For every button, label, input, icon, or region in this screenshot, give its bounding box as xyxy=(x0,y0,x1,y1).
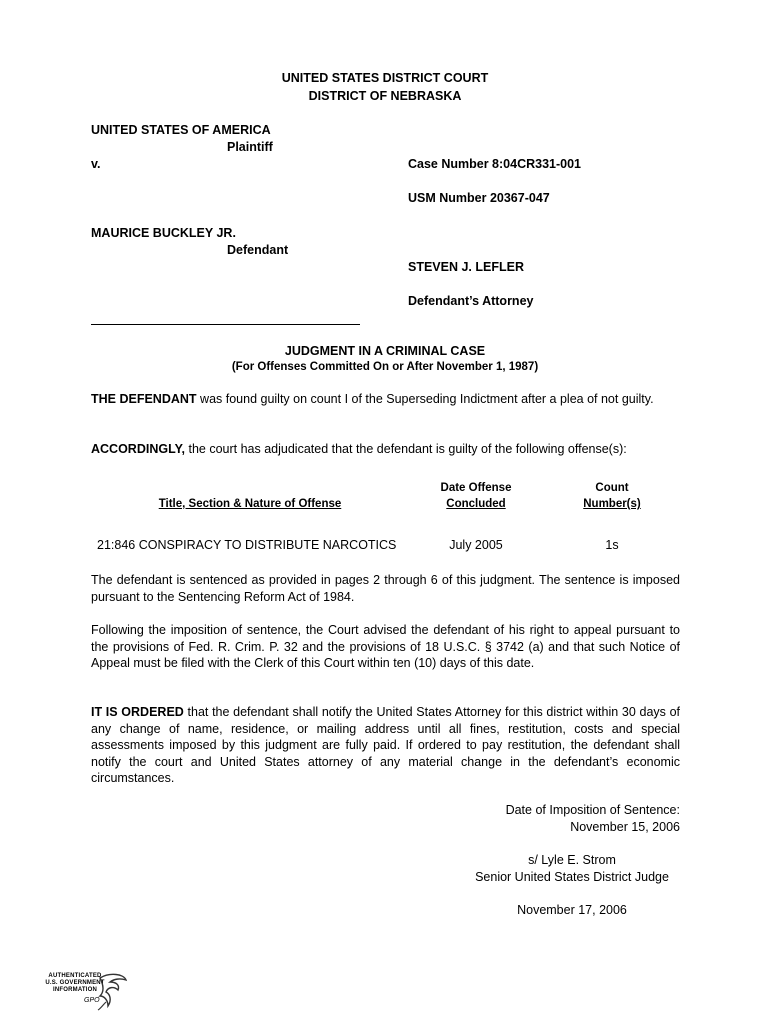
header-title-section: Title, Section & Nature of Offense xyxy=(158,498,342,510)
plaintiff-name: UNITED STATES OF AMERICA xyxy=(91,123,271,137)
defendant-lead: THE DEFENDANT xyxy=(91,392,197,406)
header-count-line2: Number(s) xyxy=(583,498,641,510)
judge-title: Senior United States District Judge xyxy=(475,870,669,884)
header-date-line2: Concluded xyxy=(446,498,506,510)
judgment-subtitle: (For Offenses Committed On or After November 1, 1987) xyxy=(231,361,539,373)
attorney-name: STEVEN J. LEFLER xyxy=(408,260,524,274)
offense-cell: 21:846 CONSPIRACY TO DISTRIBUTE NARCOTICS xyxy=(97,538,397,552)
defendant-text: was found guilty on count I of the Superseding Indictment after a plea of not guilty. xyxy=(196,392,654,406)
court-name: UNITED STATES DISTRICT COURT xyxy=(281,71,489,85)
accordingly-lead: ACCORDINGLY, xyxy=(91,442,185,456)
sentence-paragraph: The defendant is sentenced as provided in pages 2 through 6 of this judgment. The sentence is imposed pursuant to the Sentencing Reform Act of 1984. xyxy=(91,573,680,604)
imposition-label: Date of Imposition of Sentence: xyxy=(505,803,680,817)
signature-name: s/ Lyle E. Strom xyxy=(528,853,616,867)
ordered-paragraph xyxy=(91,704,680,787)
attorney-role: Defendant’s Attorney xyxy=(408,294,534,308)
header-date-line1: Date Offense xyxy=(440,482,512,494)
header-count-line1: Count xyxy=(595,482,629,494)
plaintiff-role: Plaintiff xyxy=(227,140,273,154)
defendant-role: Defendant xyxy=(227,243,289,257)
appeal-paragraph: Following the imposition of sentence, the Court advised the defendant of his right to appeal pursuant to the provisions of Fed. R. Crim. P. 32 and the provisions of 18 U.S.C. § 3742 (a) and that such Notice of Appeal must be filed with the Clerk of this Court within ten (10) days of this date. xyxy=(91,623,680,670)
judgment-title: JUDGMENT IN A CRIMINAL CASE xyxy=(284,344,486,358)
defendant-paragraph xyxy=(91,391,680,408)
gpo-mark: GPO xyxy=(84,997,100,1004)
case-number: Case Number 8:04CR331-001 xyxy=(408,157,582,171)
eagle-icon xyxy=(96,972,128,1012)
court-district: DISTRICT OF NEBRASKA xyxy=(308,89,462,103)
accordingly-text: the court has adjudicated that the defendant is guilty of the following offense(s): xyxy=(185,442,627,456)
usm-number: USM Number 20367-047 xyxy=(408,191,550,205)
gpo-line3: INFORMATION xyxy=(52,987,98,993)
ordered-lead: IT IS ORDERED xyxy=(91,705,184,719)
date-cell: July 2005 xyxy=(449,538,503,552)
defendant-name: MAURICE BUCKLEY JR. xyxy=(91,226,236,240)
caption-divider xyxy=(91,324,360,325)
gpo-line1: AUTHENTICATED xyxy=(48,973,102,979)
versus: v. xyxy=(91,157,101,171)
gpo-line2: U.S. GOVERNMENT xyxy=(45,980,105,986)
count-cell: 1s xyxy=(605,538,619,552)
imposition-date: November 15, 2006 xyxy=(570,820,680,834)
accordingly-paragraph xyxy=(91,441,680,458)
sign-date: November 17, 2006 xyxy=(517,903,627,917)
ordered-text: that the defendant shall notify the United States Attorney for this district within 30 days of any change of name, residence, or mailing address until all fines, restitution, costs and special assessments imposed by this judgment are fully paid. If ordered to pay restitution, the defendant shall notify the court and United States attorney of any material change in the defendant’s economic circumstances. xyxy=(91,705,681,785)
